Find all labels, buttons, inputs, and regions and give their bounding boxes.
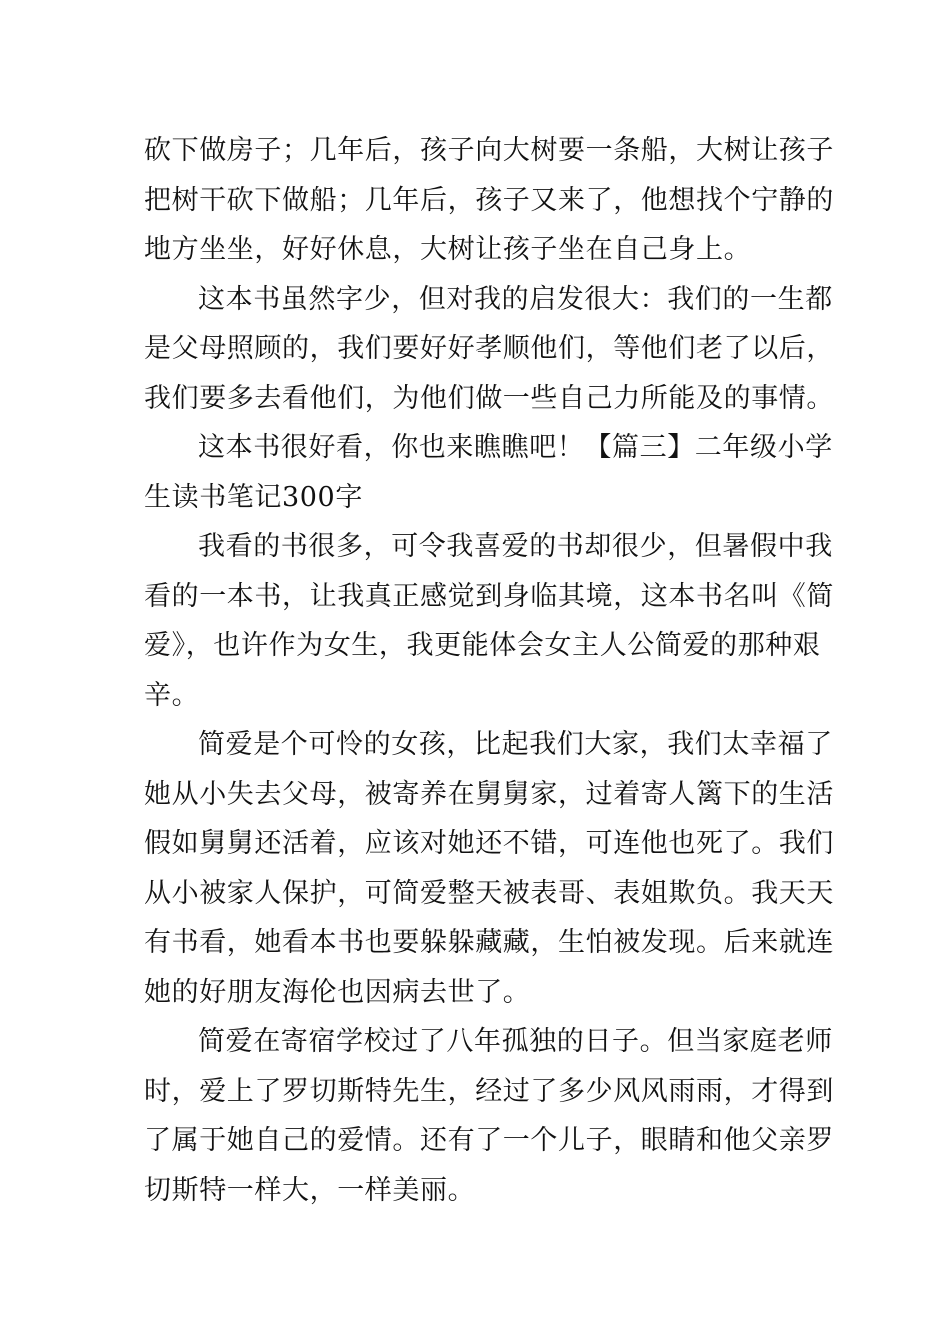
text-line: 了属于她自己的爱情。还有了一个儿子，眼睛和他父亲罗	[144, 1125, 834, 1156]
text-line: 生读书笔记300字	[144, 481, 363, 513]
text-line: 她从小失去父母，被寄养在舅舅家，过着寄人篱下的生活	[144, 778, 834, 810]
text-line: 地方坐坐，好好休息，大树让孩子坐在自己身上。	[144, 234, 752, 265]
paragraph-first-line: 这本书虽然字少，但对我的启发很大：我们的一生都	[198, 283, 833, 315]
text-line: 从小被家人保护，可简爱整天被表哥、表姐欺负。我天天	[144, 877, 834, 909]
text-line: 时，爱上了罗切斯特先生，经过了多少风风雨雨，才得到	[144, 1075, 834, 1107]
text-line: 辛。	[144, 679, 200, 711]
text-line: 假如舅舅还活着，应该对她还不错，可连他也死了。我们	[144, 828, 834, 859]
paragraph-first-line: 我看的书很多，可令我喜爱的书却很少，但暑假中我	[198, 531, 833, 562]
text-line: 切斯特一样大，一样美丽。	[144, 1174, 476, 1206]
text-line: 是父母照顾的，我们要好好孝顺他们，等他们老了以后，	[144, 333, 834, 364]
paragraph-first-line: 简爱在寄宿学校过了八年孤独的日子。但当家庭老师	[198, 1026, 833, 1057]
text-line: 把树干砍下做船；几年后，孩子又来了，他想找个宁静的	[144, 184, 834, 216]
text-line: 我们要多去看他们，为他们做一些自己力所能及的事情。	[144, 382, 834, 414]
text-line: 她的好朋友海伦也因病去世了。	[144, 976, 531, 1008]
paragraph-first-line: 这本书很好看，你也来瞧瞧吧！【篇三】二年级小学	[198, 432, 833, 463]
text-line: 有书看，她看本书也要躲躲藏藏，生怕被发现。后来就连	[144, 927, 834, 958]
document-body	[144, 126, 834, 1215]
paragraph-first-line: 简爱是个可怜的女孩，比起我们大家，我们太幸福了	[198, 729, 833, 760]
text-line: 砍下做房子；几年后，孩子向大树要一条船，大树让孩子	[144, 135, 834, 166]
text-line: 爱》，也许作为女生，我更能体会女主人公简爱的那种艰	[144, 630, 821, 661]
text-line: 看的一本书，让我真正感觉到身临其境，这本书名叫《简	[144, 580, 834, 612]
